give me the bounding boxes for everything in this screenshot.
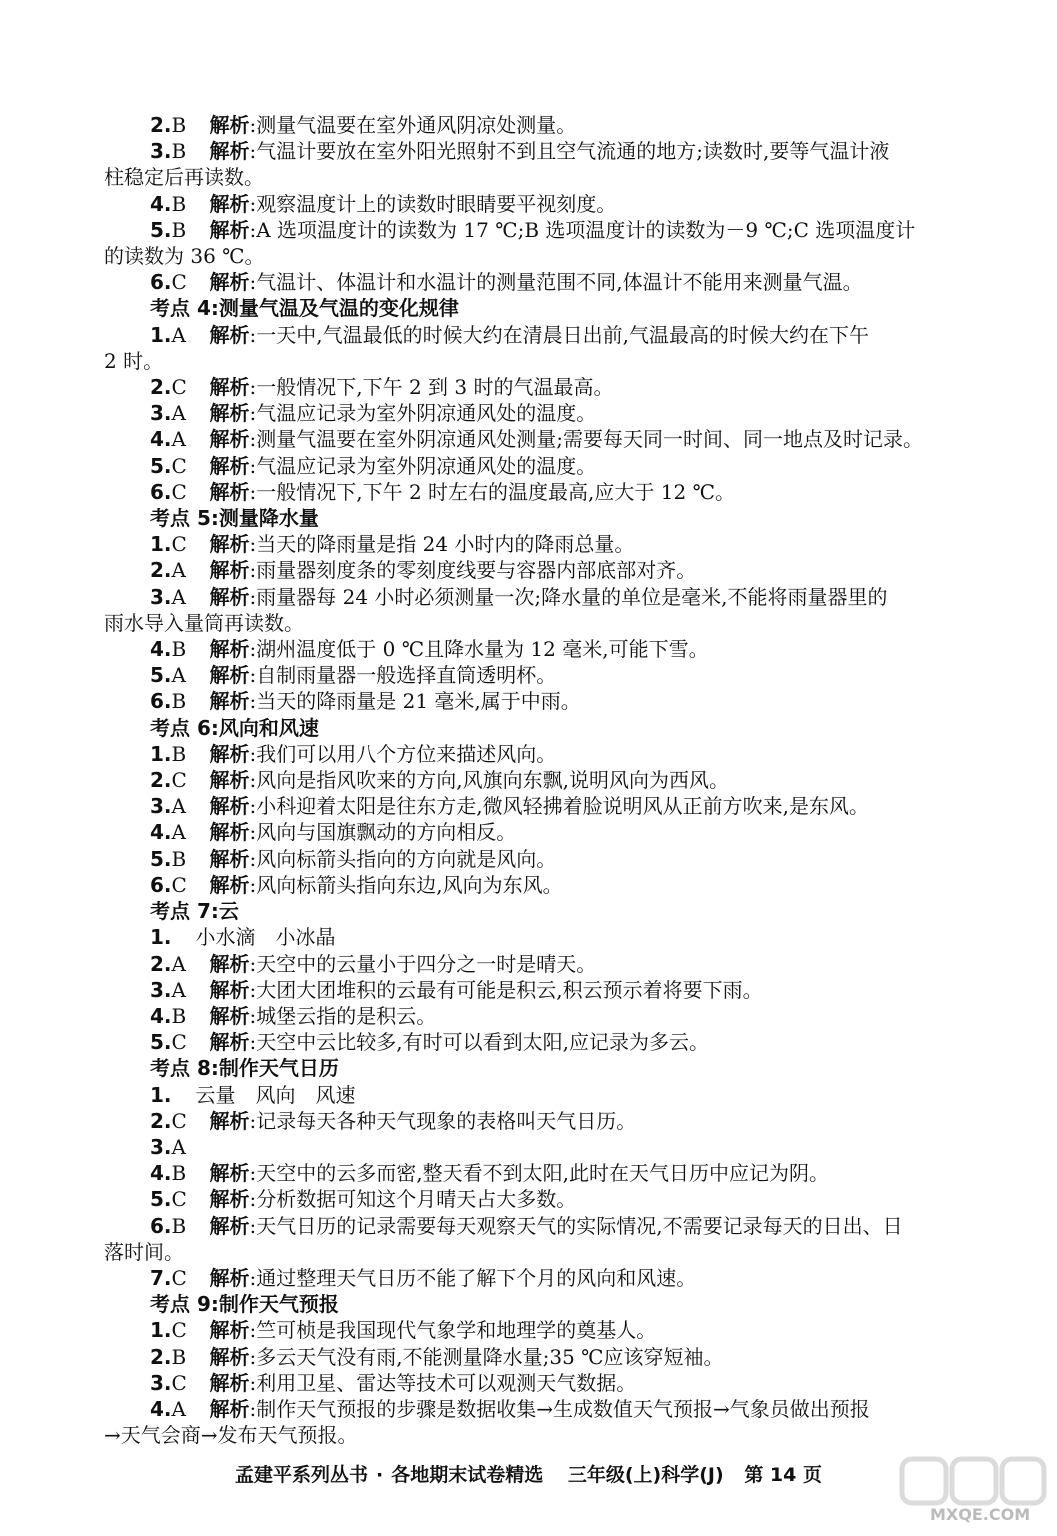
answer-content — [104, 112, 974, 1448]
answer-item — [104, 1160, 974, 1186]
item-text: :一般情况下,下午 2 时左右的温度最高,应大于 12 ℃。 — [249, 479, 735, 504]
answer-item — [104, 557, 974, 583]
item-number: 2. — [150, 113, 172, 137]
answer-item — [104, 977, 974, 1003]
footer-series: 孟建平系列丛书 — [235, 1464, 369, 1486]
item-number: 4. — [150, 1396, 172, 1421]
item-text: :小科迎着太阳是往东方走,微风轻拂着脸说明风从正前方吹来,是东风。 — [249, 794, 869, 819]
answer-item — [104, 322, 974, 348]
item-answer: B — [171, 1161, 187, 1186]
answer-item — [104, 1108, 974, 1134]
analysis-label: 解析 — [209, 427, 250, 452]
item-answer: A — [171, 794, 186, 819]
item-number: 2. — [150, 1108, 172, 1133]
item-text: :分析数据可知这个月晴天占大多数。 — [249, 1187, 577, 1212]
answer-continuation: 的读数为 36 ℃。 — [104, 244, 265, 269]
item-number: 5. — [150, 846, 172, 871]
analysis-label: 解析 — [209, 113, 250, 137]
answer-item — [104, 400, 974, 426]
answer-item — [104, 1186, 974, 1212]
item-number: 3. — [150, 1134, 172, 1159]
analysis-label: 解析 — [209, 1187, 250, 1212]
analysis-label: 解析 — [209, 977, 250, 1002]
answer-item — [104, 1344, 974, 1370]
item-number: 2. — [150, 768, 172, 793]
footer-page: 第 14 页 — [744, 1464, 822, 1486]
item-number: 4. — [150, 191, 172, 216]
section-heading: 考点 5:测量降水量 — [150, 506, 319, 531]
item-answer: B — [171, 1344, 187, 1369]
item-number: 4. — [150, 1161, 172, 1186]
item-answer: B — [171, 689, 187, 714]
item-number: 3. — [150, 139, 172, 164]
item-text: :利用卫星、雷达等技术可以观测天气数据。 — [249, 1370, 637, 1395]
item-number: 3. — [150, 584, 172, 609]
answer-item — [104, 846, 974, 872]
analysis-label: 解析 — [209, 1030, 250, 1055]
section-heading: 考点 8:制作天气日历 — [150, 1056, 339, 1081]
analysis-label: 解析 — [209, 1370, 250, 1395]
item-number: 2. — [150, 558, 172, 583]
item-text: :湖州温度低于 0 ℃且降水量为 12 毫米,可能下雪。 — [249, 637, 709, 662]
answer-continuation: 雨水导入量筒再读数。 — [104, 610, 304, 635]
item-number: 3. — [150, 977, 172, 1002]
item-text: :风向标箭头指向东边,风向为东风。 — [249, 872, 563, 897]
answer-continuation: 落时间。 — [104, 1239, 184, 1264]
analysis-label: 解析 — [209, 270, 250, 295]
item-text: :多云天气没有雨,不能测量降水量;35 ℃应该穿短袖。 — [249, 1344, 724, 1369]
item-text: :我们可以用八个方位来描述风向。 — [249, 741, 557, 766]
item-text: :风向是指风吹来的方向,风旗向东飘,说明风向为西风。 — [249, 768, 729, 793]
item-text: :气温计、体温计和水温计的测量范围不同,体温计不能用来测量气温。 — [249, 270, 863, 295]
item-answer: C — [171, 375, 187, 400]
analysis-label: 解析 — [209, 1003, 250, 1028]
answer-item — [104, 636, 974, 662]
item-answer: B — [171, 741, 187, 766]
item-answer: C — [171, 1187, 187, 1212]
item-text: :一天中,气温最低的时候大约在清晨日出前,气温最高的时候大约在下午 — [249, 322, 869, 347]
answer-item — [104, 426, 974, 452]
analysis-label: 解析 — [209, 663, 250, 688]
item-number: 2. — [150, 375, 172, 400]
item-answer: B — [171, 1003, 187, 1028]
answer-item — [104, 793, 974, 819]
analysis-label: 解析 — [209, 846, 250, 871]
item-answer: A — [171, 1134, 186, 1159]
item-text: :当天的降雨量是指 24 小时内的降雨总量。 — [249, 532, 635, 557]
item-number: 5. — [150, 1187, 172, 1212]
footer-dot: · — [376, 1464, 384, 1486]
section-heading: 考点 9:制作天气预报 — [150, 1292, 339, 1317]
analysis-label: 解析 — [209, 872, 250, 897]
item-answer: C — [171, 270, 187, 295]
analysis-label: 解析 — [209, 1265, 250, 1290]
analysis-label: 解析 — [209, 453, 250, 478]
item-answer: A — [171, 427, 186, 452]
item-text: :一般情况下,下午 2 到 3 时的气温最高。 — [249, 375, 614, 400]
item-number: 5. — [150, 1030, 172, 1055]
analysis-label: 解析 — [209, 794, 250, 819]
footer-book: 各地期末试卷精选 — [391, 1464, 544, 1486]
item-text: :城堡云指的是积云。 — [249, 1003, 437, 1028]
analysis-label: 解析 — [209, 1344, 250, 1369]
analysis-label: 解析 — [209, 191, 250, 216]
answer-item — [104, 1029, 974, 1055]
item-answer: C — [171, 1265, 187, 1290]
item-text: :雨量器每 24 小时必须测量一次;降水量的单位是毫米,不能将雨量器里的 — [249, 584, 888, 609]
answer-item — [104, 479, 974, 505]
analysis-label: 解析 — [209, 139, 250, 164]
answer-item — [104, 1003, 974, 1029]
item-number: 7. — [150, 1265, 172, 1290]
item-number: 1. — [150, 1318, 172, 1343]
answer-item — [104, 269, 974, 295]
analysis-label: 解析 — [209, 217, 250, 242]
answer-item — [104, 872, 974, 898]
answer-item — [104, 662, 974, 688]
answer-item — [104, 1265, 974, 1291]
item-answer: B — [171, 191, 187, 216]
item-answer: C — [171, 1318, 187, 1343]
analysis-label: 解析 — [209, 584, 250, 609]
item-number: 4. — [150, 637, 172, 662]
answer-item — [104, 1317, 974, 1343]
section-heading: 考点 7:云 — [150, 899, 239, 924]
answer-item — [104, 217, 974, 243]
item-text: :测量气温要在室外阴凉通风处测量;需要每天同一时间、同一地点及时记录。 — [249, 427, 923, 452]
item-answer: B — [171, 217, 187, 242]
answer-item — [104, 191, 974, 217]
item-number: 6. — [150, 270, 172, 295]
analysis-label: 解析 — [209, 401, 250, 426]
answer-item — [104, 1396, 974, 1422]
item-number: 4. — [150, 427, 172, 452]
item-number: 3. — [150, 401, 172, 426]
item-number: 5. — [150, 453, 172, 478]
item-text: :制作天气预报的步骤是数据收集→生成数值天气预报→气象员做出预报 — [249, 1396, 870, 1421]
item-answer: A — [171, 977, 186, 1002]
analysis-label: 解析 — [209, 322, 250, 347]
item-answer: A — [171, 951, 186, 976]
item-answer: C — [171, 453, 187, 478]
section-heading: 考点 4:测量气温及气温的变化规律 — [150, 296, 459, 321]
item-number: 5. — [150, 663, 172, 688]
item-text: :大团大团堆积的云最有可能是积云,积云预示着将要下雨。 — [249, 977, 763, 1002]
item-answer: A — [171, 820, 186, 845]
item-answer: C — [171, 532, 187, 557]
item-number: 1. — [150, 741, 172, 766]
item-number: 4. — [150, 820, 172, 845]
item-answer: C — [171, 1370, 187, 1395]
answer-item — [104, 1370, 974, 1396]
analysis-label: 解析 — [209, 479, 250, 504]
item-number: 3. — [150, 794, 172, 819]
item-text: :天空中的云量小于四分之一时是晴天。 — [249, 951, 597, 976]
analysis-label: 解析 — [209, 532, 250, 557]
analysis-label: 解析 — [209, 768, 250, 793]
item-text: 小水滴 小冰晶 — [195, 925, 336, 950]
item-answer: C — [171, 479, 187, 504]
answer-continuation: →天气会商→发布天气预报。 — [104, 1423, 358, 1448]
item-text: :雨量器刻度条的零刻度线要与容器内部底部对齐。 — [249, 558, 697, 583]
item-answer: C — [171, 768, 187, 793]
item-answer: B — [171, 139, 187, 164]
item-answer: B — [171, 637, 187, 662]
answer-item — [104, 1134, 974, 1160]
item-text: :风向标箭头指向的方向就是风向。 — [249, 846, 557, 871]
item-text: :观察温度计上的读数时眼睛要平视刻度。 — [249, 191, 617, 216]
answer-item — [104, 767, 974, 793]
item-number: 1. — [150, 925, 172, 950]
answer-item — [104, 531, 974, 557]
section-heading: 考点 6:风向和风速 — [150, 715, 319, 740]
analysis-label: 解析 — [209, 637, 250, 662]
item-number: 1. — [150, 1082, 172, 1107]
item-answer: B — [171, 846, 187, 871]
analysis-label: 解析 — [209, 1318, 250, 1343]
item-number: 2. — [150, 951, 172, 976]
item-number: 1. — [150, 322, 172, 347]
answer-item — [104, 1082, 974, 1108]
watermark-text: MXQE.COM — [930, 1505, 1031, 1524]
answer-item — [104, 374, 974, 400]
item-number: 4. — [150, 1003, 172, 1028]
item-answer: C — [171, 1030, 187, 1055]
item-answer: B — [171, 1213, 187, 1238]
analysis-label: 解析 — [209, 689, 250, 714]
item-text: :气温应记录为室外阴凉通风处的温度。 — [249, 401, 597, 426]
item-answer: A — [171, 322, 186, 347]
answer-item — [104, 688, 974, 714]
analysis-label: 解析 — [209, 951, 250, 976]
analysis-label: 解析 — [209, 820, 250, 845]
item-number: 2. — [150, 1344, 172, 1369]
item-answer: A — [171, 584, 186, 609]
answer-item — [104, 112, 974, 138]
answer-item — [104, 1213, 974, 1239]
item-text: :测量气温要在室外通风阴凉处测量。 — [249, 113, 577, 137]
analysis-label: 解析 — [209, 558, 250, 583]
analysis-label: 解析 — [209, 1161, 250, 1186]
item-answer: C — [171, 872, 187, 897]
analysis-label: 解析 — [209, 1108, 250, 1133]
item-number: 6. — [150, 479, 172, 504]
item-number: 6. — [150, 689, 172, 714]
answer-item — [104, 819, 974, 845]
item-text: :记录每天各种天气现象的表格叫天气日历。 — [249, 1108, 637, 1133]
item-text: :风向与国旗飘动的方向相反。 — [249, 820, 517, 845]
item-text: :气温应记录为室外阴凉通风处的温度。 — [249, 453, 597, 478]
item-answer: A — [171, 1396, 186, 1421]
item-number: 6. — [150, 1213, 172, 1238]
answer-item — [104, 453, 974, 479]
answer-item — [104, 951, 974, 977]
analysis-label: 解析 — [209, 375, 250, 400]
footer-grade: 三年级(上)科学(J) — [567, 1464, 724, 1486]
item-answer: A — [171, 558, 186, 583]
answer-continuation: 柱稳定后再读数。 — [104, 165, 264, 190]
analysis-label: 解析 — [209, 1396, 250, 1421]
answer-item — [104, 138, 974, 164]
answer-continuation: 2 时。 — [104, 348, 164, 373]
item-answer: B — [171, 113, 187, 137]
item-text: :竺可桢是我国现代气象学和地理学的奠基人。 — [249, 1318, 657, 1343]
analysis-label: 解析 — [209, 1213, 250, 1238]
answer-item — [104, 584, 974, 610]
item-number: 3. — [150, 1370, 172, 1395]
item-number: 5. — [150, 217, 172, 242]
item-text: :天气日历的记录需要每天观察天气的实际情况,不需要记录每天的日出、日 — [249, 1213, 903, 1238]
item-text: 云量 风向 风速 — [195, 1082, 356, 1107]
item-text: :自制雨量器一般选择直筒透明杯。 — [249, 663, 557, 688]
answer-item — [104, 741, 974, 767]
item-text: :气温计要放在室外阳光照射不到且空气流通的地方;读数时,要等气温计液 — [249, 139, 890, 164]
item-answer: A — [171, 663, 186, 688]
item-number: 6. — [150, 872, 172, 897]
item-text: :当天的降雨量是 21 毫米,属于中雨。 — [249, 689, 581, 714]
item-number: 1. — [150, 532, 172, 557]
answer-item — [104, 924, 974, 950]
item-answer: A — [171, 401, 186, 426]
item-text: :天空中的云多而密,整天看不到太阳,此时在天气日历中应记为阴。 — [249, 1161, 829, 1186]
analysis-label: 解析 — [209, 741, 250, 766]
item-answer: C — [171, 1108, 187, 1133]
item-text: :天空中云比较多,有时可以看到太阳,应记录为多云。 — [249, 1030, 709, 1055]
item-text: :通过整理天气日历不能了解下个月的风向和风速。 — [249, 1265, 697, 1290]
item-text: :A 选项温度计的读数为 17 ℃;B 选项温度计的读数为－9 ℃;C 选项温度计 — [249, 217, 916, 242]
